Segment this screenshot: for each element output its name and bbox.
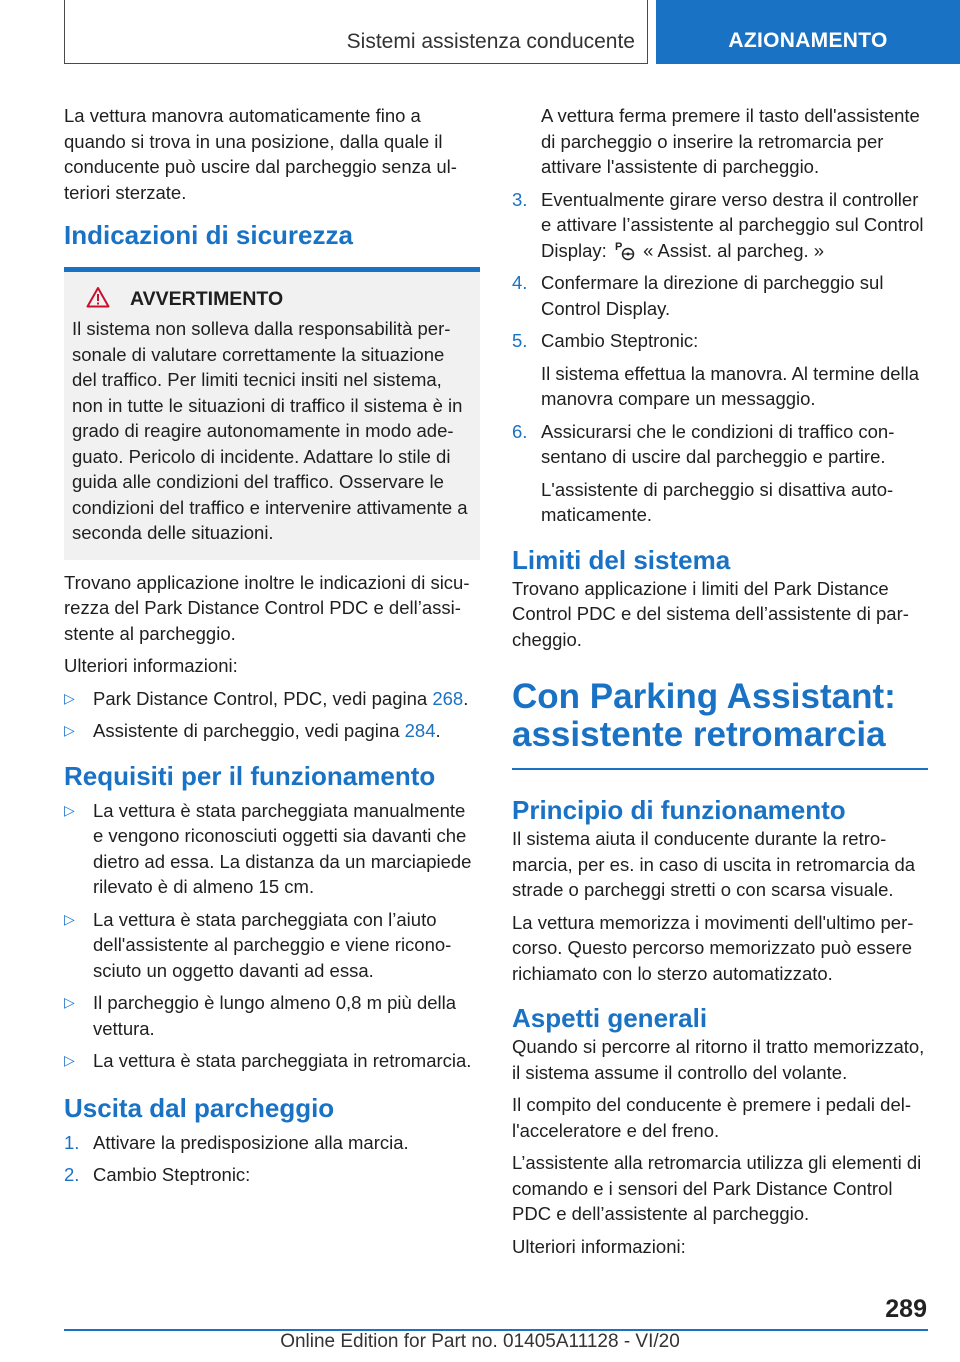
exit-heading: Uscita dal parcheggio bbox=[64, 1092, 335, 1123]
general-paragraph: Quando si percorre al ritorno il tratto memorizzato, il sistema assume il controllo del volante. bbox=[512, 1036, 925, 1083]
step-item: 3. Eventualmente girare verso destra il controller e attivare l’assistente al parcheggio sul Control Display: P « Assist. al parcheg. » bbox=[512, 188, 924, 261]
page-link[interactable]: 284 bbox=[404, 720, 436, 741]
more-info-label: Ulteriori informazioni: bbox=[64, 655, 238, 676]
step-number: 4. bbox=[512, 272, 528, 293]
requirements-heading: Requisiti per il funzionamento bbox=[64, 760, 436, 791]
step-continuation: A vettura ferma premere il tasto dell'assistente di parcheggio o inserire la retromarcia per attivare l'assistente di parcheggio. bbox=[541, 105, 920, 177]
warning-title: AVVERTIMENTO bbox=[130, 288, 284, 310]
list-item: ▷ La vettura è stata parcheggiata manualmente e vengono riconosciuti oggetti sia davanti che dietro ad essa. La distanza da un marciapiede rilevato è di almeno 15 cm. bbox=[64, 799, 472, 897]
step-number: 1. bbox=[64, 1131, 80, 1153]
more-info-label: Ulteriori informazioni: bbox=[512, 1235, 686, 1257]
requirements-list bbox=[64, 798, 480, 1074]
list-item: ▷ La vettura è stata parcheggiata in retromarcia. bbox=[64, 1048, 480, 1074]
intro-paragraph: La vettura manovra automaticamente fino a quando si trova in una posizione, dalla quale il conducente può uscire dal parcheggio senza ulteriori sterzate. bbox=[64, 105, 457, 203]
chapter-tab[interactable] bbox=[656, 0, 960, 64]
header-section-frame bbox=[64, 0, 648, 64]
step-item: 6. Assicurarsi che le condizioni di traffico consentano di uscire dal parcheggio e partire. L'assistente di parcheggio si disattiva automaticamente. bbox=[512, 420, 895, 525]
triangle-bullet-icon: ▷ bbox=[64, 801, 75, 818]
limits-text: Trovano applicazione i limiti del Park Distance Control PDC e del sistema dell’assistente di parcheggio. bbox=[512, 577, 909, 650]
exit-steps-continued bbox=[512, 103, 928, 528]
left-column bbox=[64, 103, 480, 1195]
list-item: ▷ Assistente di parcheggio, vedi pagina 284. bbox=[64, 718, 480, 744]
footer-edition: Online Edition for Part no. 01405A11128 - VI/20 bbox=[280, 1331, 680, 1352]
step-number: 6. bbox=[512, 420, 528, 442]
exit-steps bbox=[64, 1130, 480, 1188]
step-number: 3. bbox=[512, 188, 528, 210]
step-item: 4. Confermare la direzione di parcheggio sul Control Display. bbox=[512, 272, 884, 319]
triangle-bullet-icon: ▷ bbox=[64, 994, 75, 1010]
list-item: ▷ Il parcheggio è lungo almeno 0,8 m più della vettura. bbox=[64, 992, 457, 1039]
right-column bbox=[512, 103, 928, 1266]
warning-box bbox=[64, 272, 480, 560]
principle-paragraph: La vettura memorizza i movimenti dell'ultimo percorso. Questo percorso memorizzato può essere richiamato con lo sterzo automatizzato. bbox=[512, 911, 914, 984]
list-item: ▷ La vettura è stata parcheggiata con l’aiuto dell'assistente al parcheggio e viene riconosciuto un oggetto davanti ad essa. bbox=[64, 908, 452, 981]
step-number: 5. bbox=[512, 330, 528, 351]
warning-text: Il sistema non solleva dalla responsabilità personale di valutare correttamente la situazione del traffico. Per limiti tecnici insiti nel sistema, non in tutte le situazioni di traffico il sistema è in grado di reagire autonomamente in modo adeguato. Pericolo di incidente. Adattare lo stile di guida alle condizioni del traffico. Osservare le condizioni del traffico e intervenire attivamente a seconda delle situazioni. bbox=[72, 318, 468, 543]
warning-triangle-icon bbox=[86, 286, 110, 308]
chapter-rule bbox=[512, 768, 928, 770]
step-number: 2. bbox=[64, 1164, 80, 1185]
general-paragraph: Il compito del conducente è premere i pedali dell'acceleratore e del freno. bbox=[512, 1094, 912, 1141]
reference-list bbox=[64, 686, 480, 744]
page-link[interactable]: 268 bbox=[432, 687, 464, 709]
section-title: Sistemi assistenza conducente bbox=[346, 30, 635, 53]
general-paragraph: L’assistente alla retromarcia utilizza gli elementi di comando e i sensori del Park Distance Control PDC e dell’assistente al parcheggio. bbox=[512, 1152, 922, 1224]
triangle-bullet-icon: ▷ bbox=[64, 689, 75, 706]
triangle-bullet-icon: ▷ bbox=[64, 910, 75, 927]
triangle-bullet-icon: ▷ bbox=[64, 722, 75, 738]
chapter-heading: Con Parking Assistant: assistente retromarcia bbox=[512, 677, 896, 754]
limits-heading: Limiti del sistema bbox=[512, 544, 731, 575]
list-item: ▷ Park Distance Control, PDC, vedi pagina 268. bbox=[64, 686, 480, 712]
principle-paragraph: Il sistema aiuta il conducente durante la retromarcia, per es. in caso di uscita in retromarcia da strade o parcheggi stretti o con scarsa visuale. bbox=[512, 828, 916, 900]
principle-heading: Principio di funzionamento bbox=[512, 795, 846, 825]
safety-note: Trovano applicazione inoltre le indicazioni di sicurezza del Park Distance Control PDC e dell’assistente al parcheggio. bbox=[64, 571, 470, 644]
svg-text:P: P bbox=[614, 240, 623, 253]
safety-heading: Indicazioni di sicurezza bbox=[64, 220, 353, 250]
step-item: 5. Cambio Steptronic: Il sistema effettua la manovra. Al termine della manovra compare un messaggio. bbox=[512, 330, 920, 409]
general-heading: Aspetti generali bbox=[512, 1003, 708, 1033]
page-number: 289 bbox=[885, 1295, 927, 1323]
park-assist-icon bbox=[614, 239, 636, 261]
step-item: 1. Attivare la predisposizione alla marcia. bbox=[64, 1130, 480, 1156]
warning-header bbox=[72, 286, 472, 312]
step-item: 2. Cambio Steptronic: bbox=[64, 1162, 480, 1188]
triangle-bullet-icon: ▷ bbox=[64, 1052, 75, 1068]
chapter-tab-label: AZIONAMENTO bbox=[728, 29, 888, 52]
